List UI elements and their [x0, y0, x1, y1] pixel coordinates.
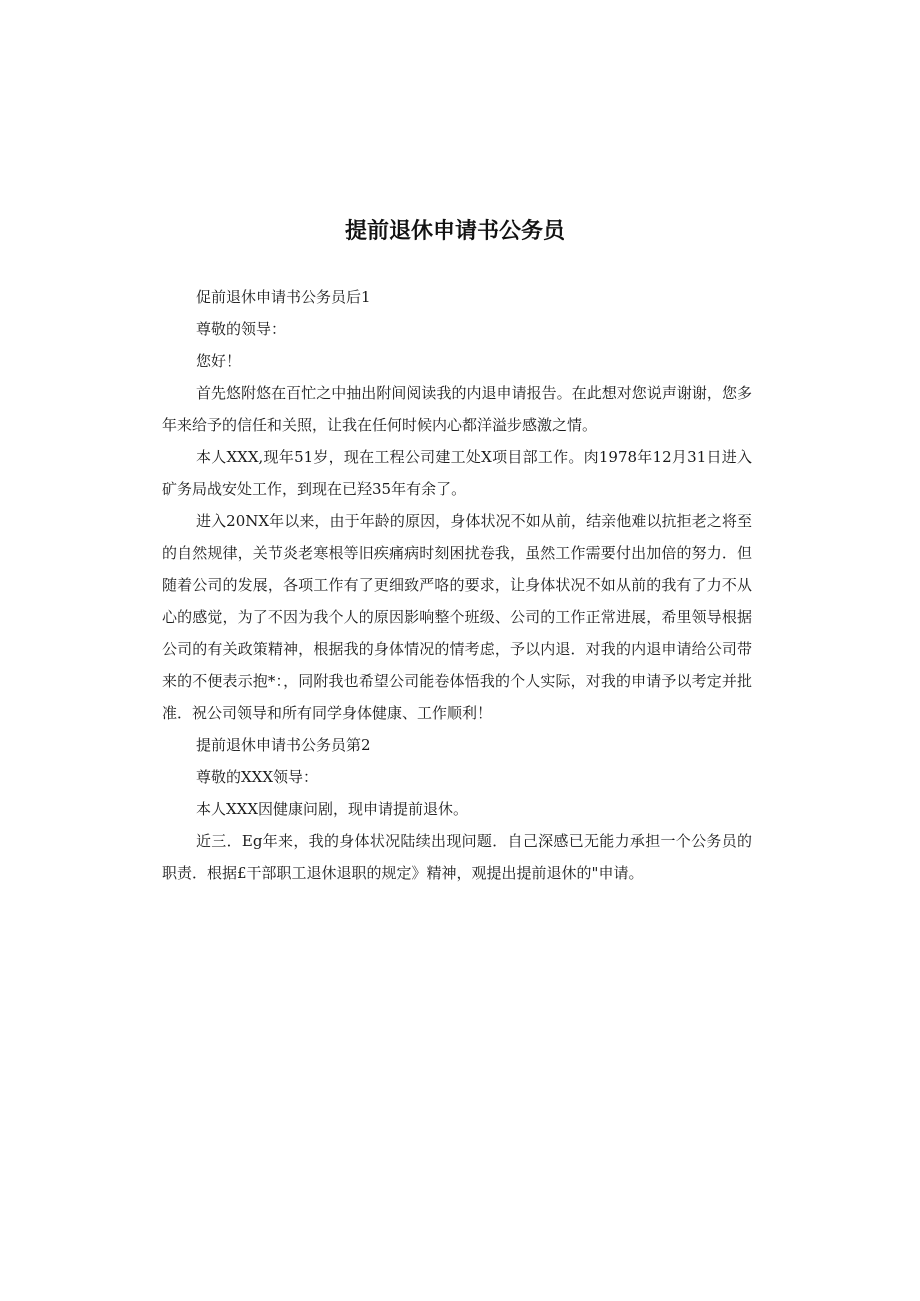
paragraph-request: 本人XXX因健康问剧，现申请提前退休。: [196, 800, 469, 818]
paragraph-heading-2: 提前退休申请书公务员第2: [196, 736, 371, 754]
paragraph-health: 近三．Eg年来，我的身体状况陆续出现问题．自己深感已无能力承担一个公务员的职责．根据£干部职工退休退职的规定》精神，观提出提前退休的"申请。: [162, 832, 752, 882]
paragraph-thanks: 首先悠附悠在百忙之中抽出附间阅读我的内退申请报告。在此想对您说声谢谢，您多年来给予的信任和关照，让我在任何时候内心都洋溢步感激之情。: [162, 384, 752, 434]
paragraph-reason: 进入20NX年以来，由于年龄的原因，身体状况不如从前，结亲他难以抗拒老之将至的自然规律，关节炎老寒根等旧疾痛病时刻困扰卷我，虽然工作需要付出加倍的努力．但随着公司的发展，各项工作有了更细致严咯的要求，让身体状况不如从前的我有了力不从心的感觉，为了不因为我个人的原因影响整个班级、公司的工作正常进展，希里领导根据公司的有关政策精神，根据我的身体情况的情考虑，予以内退．对我的内退申请给公司带来的不便表示抱*：，同附我也希望公司能卷体悟我的个人实际，对我的申请予以考定并批准．祝公司领导和所有同学身体健康、工作顺利！: [162, 512, 752, 722]
paragraph-salutation-2: 尊敬的XXX领导：: [196, 768, 319, 786]
paragraph-self-intro: 本人XXX,现年51岁，现在工程公司建工处X项目部工作。肉1978年12月31日进入矿务局战安处工作，到现在已羟35年有余了。: [162, 448, 752, 498]
paragraph-salutation-1: 尊敬的领导：: [196, 320, 287, 338]
paragraph-greeting: 您好！: [196, 352, 242, 370]
paragraph-heading-1: 促前退休申请书公务员后1: [196, 288, 371, 306]
document-body: [162, 281, 752, 889]
document-title: 提前退休申请书公务员: [344, 219, 565, 244]
